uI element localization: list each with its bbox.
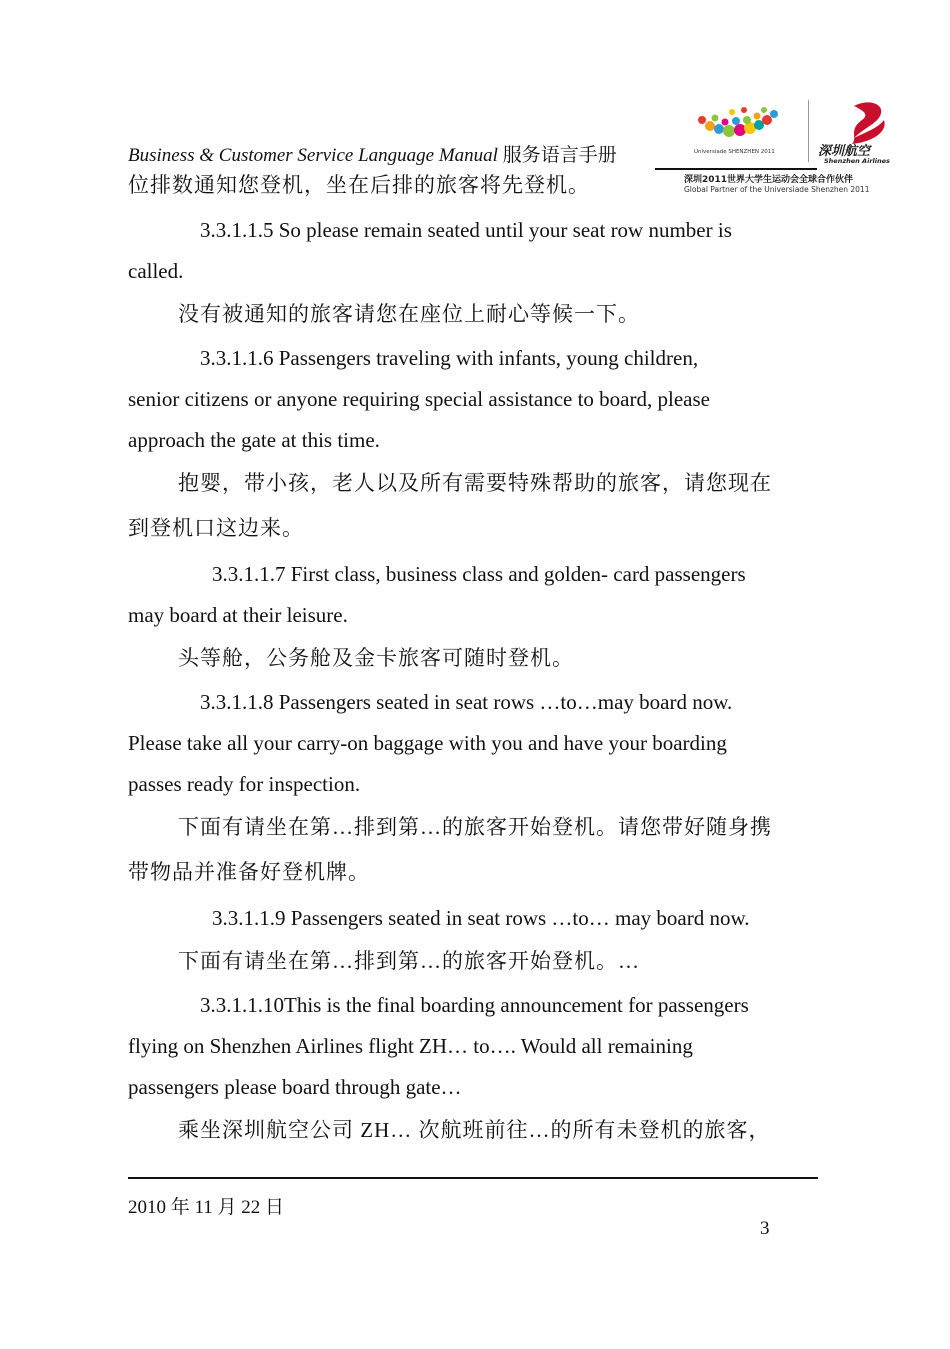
body-line-cn: 下面有请坐在第…排到第…的旅客开始登机。请您带好随身携	[178, 815, 772, 839]
airline-logo-en: Shenzhen Airlines	[824, 157, 890, 164]
body-line-cn: 抱婴，带小孩，老人以及所有需要特殊帮助的旅客，请您现在	[178, 471, 772, 495]
body-line-cn: 下面有请坐在第…排到第…的旅客开始登机。…	[178, 949, 640, 973]
item-3-3-1-1-7: 3.3.1.1.7 First class, business class and golden- card passengers	[212, 562, 746, 586]
footer-date: 2010 年 11 月 22 日	[128, 1197, 285, 1218]
universiade-logo	[692, 98, 802, 164]
item-3-3-1-1-6: 3.3.1.1.6 Passengers traveling with infants, young children,	[200, 346, 699, 370]
body-line: passengers please board through gate…	[128, 1075, 462, 1099]
logo-separator	[808, 100, 809, 162]
footer-rule	[128, 1177, 818, 1179]
header-title	[128, 140, 617, 167]
body-line: senior citizens or anyone requiring special assistance to board, please	[128, 387, 710, 411]
body-line: may board at their leisure.	[128, 603, 348, 627]
universiade-logo-text: Universiade SHENZHEN 2011	[694, 149, 775, 155]
body-line-cn: 头等舱，公务舱及金卡旅客可随时登机。	[178, 646, 574, 670]
shenzhen-airlines-logo	[814, 98, 910, 164]
item-3-3-1-1-8: 3.3.1.1.8 Passengers seated in seat rows …to…may board now.	[200, 690, 733, 714]
body-line-cn: 乘坐深圳航空公司 ZH… 次航班前往…的所有未登机的旅客，	[178, 1118, 771, 1142]
partner-text-en: Global Partner of the Universiade Shenzhen 2011	[684, 185, 870, 194]
item-3-3-1-1-9: 3.3.1.1.9 Passengers seated in seat rows …to… may board now.	[212, 906, 750, 930]
body-line-cn: 位排数通知您登机，坐在后排的旅客将先登机。	[128, 173, 590, 197]
page-number: 3	[760, 1218, 770, 1239]
header-title-cn: 服务语言手册	[502, 145, 617, 166]
item-3-3-1-1-10: 3.3.1.1.10This is the final boarding announcement for passengers	[200, 993, 749, 1017]
item-3-3-1-1-5: 3.3.1.1.5 So please remain seated until your seat row number is	[200, 218, 732, 242]
body-line: Please take all your carry-on baggage with you and have your boarding	[128, 731, 727, 755]
body-line: approach the gate at this time.	[128, 428, 380, 452]
header-rule	[655, 168, 817, 170]
body-line-cn: 到登机口这边来。	[128, 516, 304, 540]
body-line: called.	[128, 259, 184, 283]
body-line: flying on Shenzhen Airlines flight ZH… to…. Would all remaining	[128, 1034, 693, 1058]
body-line-cn: 没有被通知的旅客请您在座位上耐心等候一下。	[178, 302, 640, 326]
body-line: passes ready for inspection.	[128, 772, 361, 796]
body-line-cn: 带物品并准备好登机牌。	[128, 860, 370, 884]
airline-logo-cn: 深圳航空	[818, 144, 871, 159]
header-title-en: Business & Customer Service Language Manual	[128, 145, 498, 166]
partner-text-cn: 深圳2011世界大学生运动会全球合作伙伴	[684, 175, 854, 185]
